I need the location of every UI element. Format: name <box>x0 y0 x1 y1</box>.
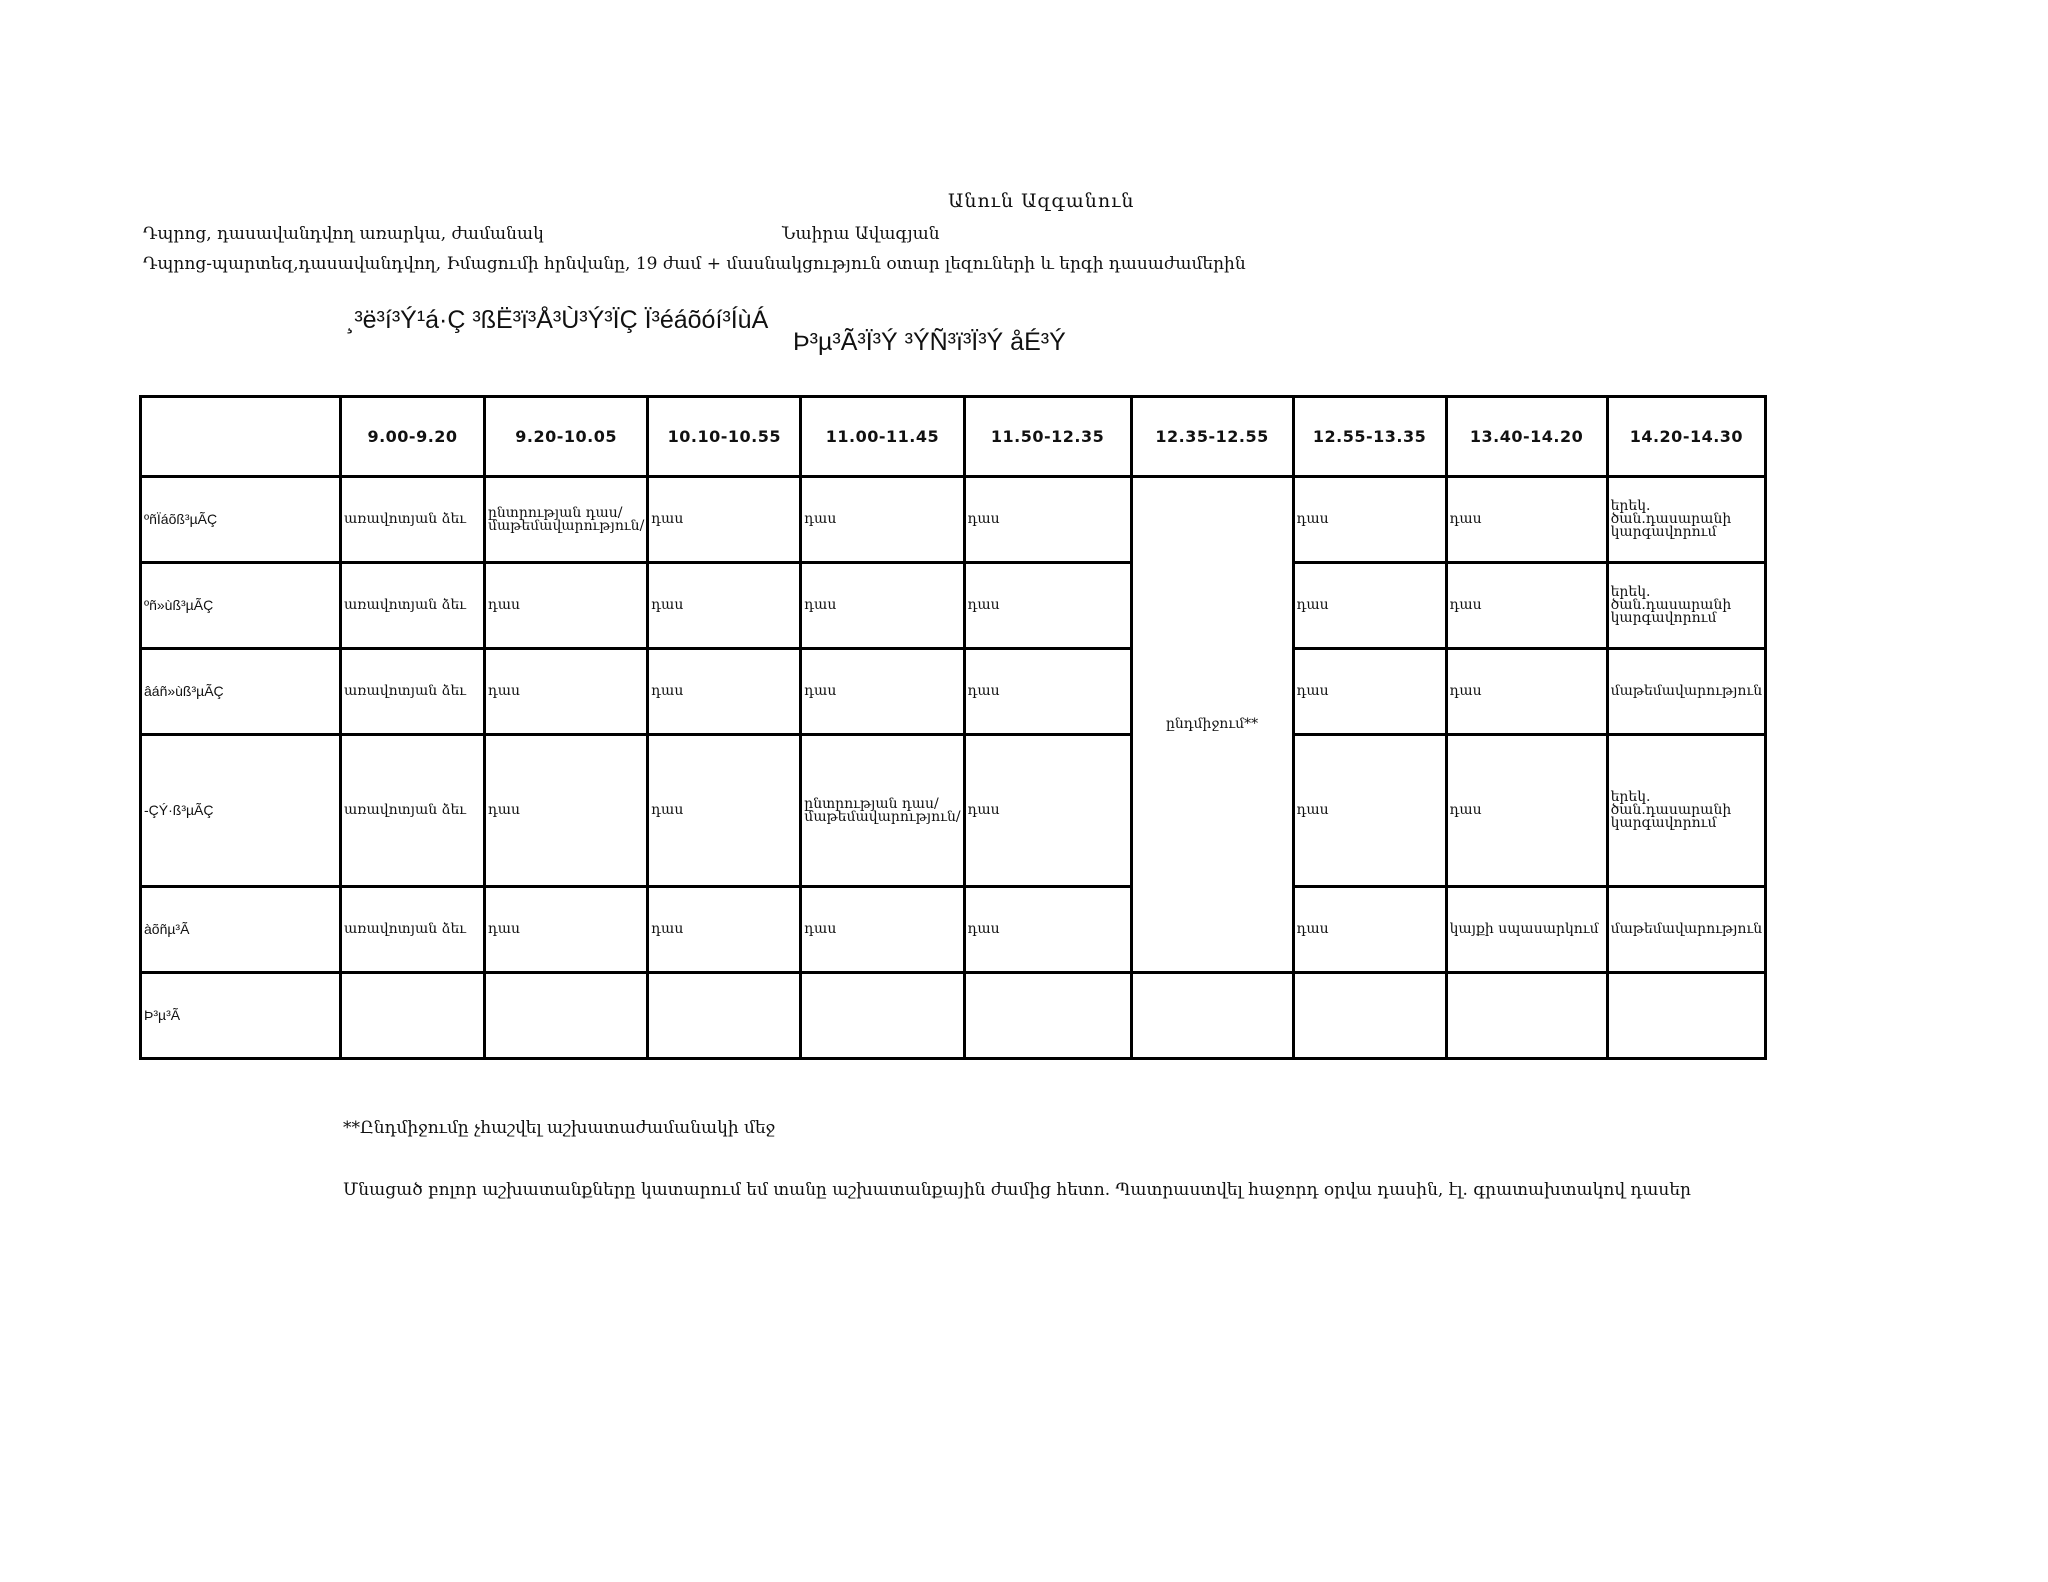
time-header: 9.00-9.20 <box>341 397 485 477</box>
schedule-cell: առավոտյան ձեւ <box>341 563 485 649</box>
schedule-cell: առավոտյան ձեւ <box>341 649 485 735</box>
footnote-break: **Ընդմիջումը չհաշվել աշխատաժամանակի մեջ <box>343 1118 776 1138</box>
schedule-cell: դաս <box>485 649 648 735</box>
time-header: 10.10-10.55 <box>648 397 801 477</box>
schedule-cell: երեկ. ծան.դասարանի կարգավորում <box>1607 563 1766 649</box>
time-header: 9.20-10.05 <box>485 397 648 477</box>
break-cell: ընդմիջում** <box>1131 477 1293 973</box>
schedule-cell: դաս <box>485 563 648 649</box>
schedule-cell: դաս <box>964 735 1131 887</box>
day-label: -ÇÝ·ß³µÃÇ <box>141 735 341 887</box>
time-header: 11.50-12.35 <box>964 397 1131 477</box>
table-header-row <box>141 397 1766 477</box>
school-subject-line: Դպրոց, դասավանդվող առարկա, ժամանակ <box>143 224 544 244</box>
schedule-cell: դաս <box>485 735 648 887</box>
schedule-cell: դաս <box>801 563 964 649</box>
schedule-cell: դաս <box>648 477 801 563</box>
schedule-cell: դաս <box>801 887 964 973</box>
schedule-cell: դաս <box>801 477 964 563</box>
schedule-title: ¸³ë³í³Ý¹á·Ç ³ßË³ï³Å³Ù³Ý³ÏÇ Ï³éáõóí³ÍùÁ <box>346 306 769 334</box>
schedule-cell <box>1607 973 1766 1059</box>
schedule-cell: առավոտյան ձեւ <box>341 477 485 563</box>
day-label: ºñ»ùß³µÃÇ <box>141 563 341 649</box>
schedule-cell <box>964 973 1131 1059</box>
schedule-cell: մաթեմավարություն <box>1607 649 1766 735</box>
schedule-cell <box>801 973 964 1059</box>
schedule-cell: դաս <box>1446 649 1607 735</box>
schedule-cell: երեկ. ծան.դասարանի կարգավորում <box>1607 477 1766 563</box>
schedule-cell: ընտրության դաս/մաթեմավարություն/ <box>801 735 964 887</box>
day-label: ºñÏáõß³µÃÇ <box>141 477 341 563</box>
schedule-cell: դաս <box>648 887 801 973</box>
time-header: 12.35-12.55 <box>1131 397 1293 477</box>
day-label: âáñ»ùß³µÃÇ <box>141 649 341 735</box>
schedule-cell: երեկ. ծան.դասարանի կարգավորում <box>1607 735 1766 887</box>
schedule-cell: դաս <box>1446 735 1607 887</box>
schedule-cell: դաս <box>648 735 801 887</box>
schedule-cell: դաս <box>1446 563 1607 649</box>
time-header: 11.00-11.45 <box>801 397 964 477</box>
time-header: 14.20-14.30 <box>1607 397 1766 477</box>
schedule-cell: առավոտյան ձեւ <box>341 735 485 887</box>
schedule-cell: դաս <box>485 887 648 973</box>
schedule-cell: դաս <box>1446 477 1607 563</box>
schedule-cell <box>648 973 801 1059</box>
day-label: Þ³µ³Ã <box>141 973 341 1059</box>
schedule-cell: դաս <box>648 563 801 649</box>
schedule-cell <box>341 973 485 1059</box>
schedule-cell: մաթեմավարություն <box>1607 887 1766 973</box>
schedule-cell <box>1131 973 1293 1059</box>
teacher-name: Նաիրա Ավագյան <box>782 224 940 244</box>
schedule-cell <box>1446 973 1607 1059</box>
schedule-cell: դաս <box>1293 887 1446 973</box>
schedule-cell: դաս <box>964 887 1131 973</box>
table-row <box>141 887 1766 973</box>
schedule-table <box>139 395 1767 1060</box>
footnote-work: Մնացած բոլոր աշխատանքները կատարում եմ տանը աշխատանքային ժամից հետո. Պատրաստվել հաջորդ օրվա դասին, էլ. գրատախտակով դասեր <box>343 1180 1691 1200</box>
corner-cell <box>141 397 341 477</box>
schedule-cell: դաս <box>801 649 964 735</box>
schedule-cell: դաս <box>964 477 1131 563</box>
schedule-cell <box>1293 973 1446 1059</box>
school-description-line: Դպրոց-պարտեզ,դասավանդվող, Իմացումի հրնվանը, 19 ժամ + մասնակցություն օտար լեզուների և երգի դասաժամերին <box>143 254 1246 274</box>
schedule-cell: դաս <box>964 649 1131 735</box>
schedule-cell: ընտրության դաս/մաթեմավարություն/ <box>485 477 648 563</box>
schedule-cell: առավոտյան ձեւ <box>341 887 485 973</box>
schedule-cell: դաս <box>1293 563 1446 649</box>
time-header: 12.55-13.35 <box>1293 397 1446 477</box>
person-name: Անուն Ազգանուն <box>948 190 1135 212</box>
schedule-cell: դաս <box>964 563 1131 649</box>
table-row <box>141 649 1766 735</box>
schedule-cell: դաս <box>1293 477 1446 563</box>
day-label: àõñµ³Ã <box>141 887 341 973</box>
schedule-cell: դաս <box>1293 735 1446 887</box>
schedule-cell: դաս <box>1293 649 1446 735</box>
table-row <box>141 973 1766 1059</box>
table-row <box>141 477 1766 563</box>
table-row <box>141 563 1766 649</box>
schedule-cell: կայքի սպասարկում <box>1446 887 1607 973</box>
time-header: 13.40-14.20 <box>1446 397 1607 477</box>
schedule-cell <box>485 973 648 1059</box>
table-row <box>141 735 1766 887</box>
schedule-cell: դաս <box>648 649 801 735</box>
schedule-subtitle: Þ³µ³Ã³Ï³Ý ³ÝÑ³ï³Ï³Ý åÉ³Ý <box>793 328 1066 356</box>
